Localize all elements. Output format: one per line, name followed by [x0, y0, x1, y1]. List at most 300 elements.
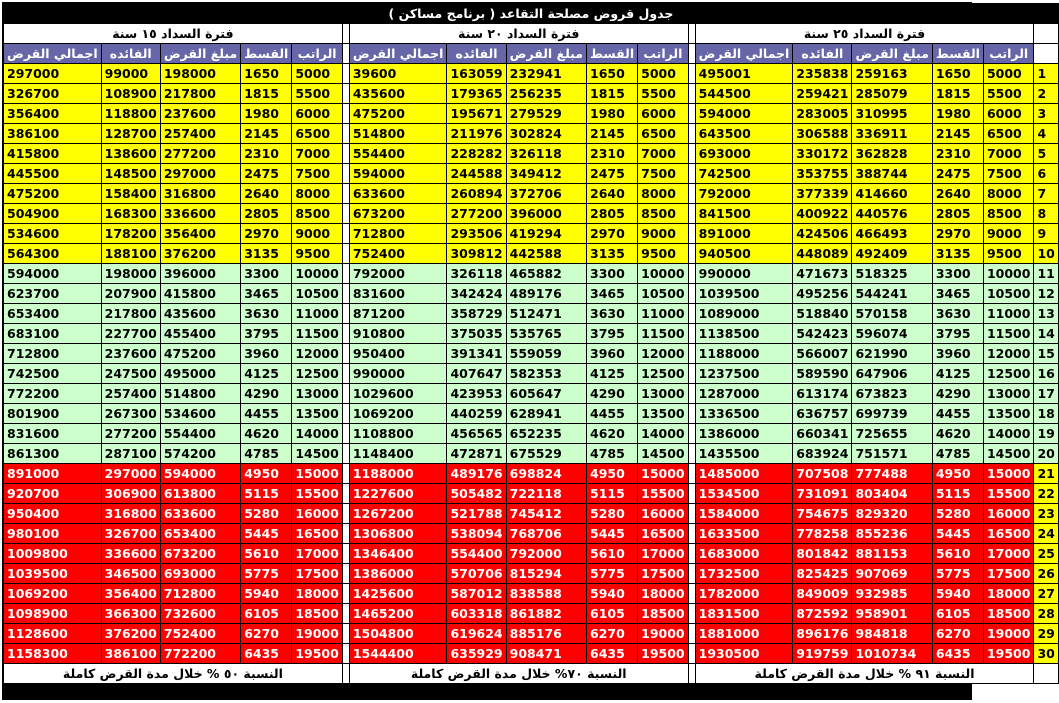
table-cell: 8000	[983, 184, 1034, 204]
table-cell: 11000	[638, 304, 689, 324]
table-cell: 256235	[506, 84, 586, 104]
table-cell: 16500	[638, 524, 689, 544]
column-gap	[688, 524, 695, 544]
column-gap	[342, 504, 349, 524]
column-header: اجمالي القرض	[4, 44, 102, 64]
column-gap	[688, 644, 695, 664]
table-cell: 326118	[506, 144, 586, 164]
table-cell: 6500	[983, 124, 1034, 144]
table-cell: 11500	[638, 324, 689, 344]
table-cell: 505482	[447, 484, 506, 504]
column-gap	[342, 544, 349, 564]
table-cell: 235838	[793, 64, 852, 84]
table-cell: 1930500	[695, 644, 793, 664]
table-cell: 423953	[447, 384, 506, 404]
table-cell: 342424	[447, 284, 506, 304]
column-header: الراتب	[292, 44, 343, 64]
table-cell: 683100	[4, 324, 102, 344]
table-cell: 1534500	[695, 484, 793, 504]
column-gap	[342, 124, 349, 144]
table-cell: 815294	[506, 564, 586, 584]
table-cell: 1336500	[695, 404, 793, 424]
table-row	[4, 564, 1059, 584]
table-cell: 1386000	[349, 564, 447, 584]
table-cell: 940500	[695, 244, 793, 264]
row-number: 11	[1034, 264, 1058, 284]
table-cell: 698824	[506, 464, 586, 484]
table-cell: 1782000	[695, 584, 793, 604]
table-cell: 3630	[587, 304, 638, 324]
table-cell: 330172	[793, 144, 852, 164]
table-cell: 907069	[852, 564, 932, 584]
table-cell: 12500	[983, 364, 1034, 384]
table-cell: 415800	[4, 144, 102, 164]
table-cell: 14500	[292, 444, 343, 464]
table-cell: 3465	[932, 284, 983, 304]
table-cell: 13500	[983, 404, 1034, 424]
table-cell: 19500	[983, 644, 1034, 664]
table-row	[4, 624, 1059, 644]
table-cell: 16000	[638, 504, 689, 524]
table-cell: 521788	[447, 504, 506, 524]
table-cell: 825425	[793, 564, 852, 584]
row-number: 2	[1034, 84, 1058, 104]
table-cell: 984818	[852, 624, 932, 644]
row-number: 20	[1034, 444, 1058, 464]
column-gap	[688, 624, 695, 644]
row-number: 1	[1034, 64, 1058, 84]
table-cell: 257400	[101, 384, 160, 404]
table-cell: 4950	[587, 464, 638, 484]
table-cell: 1980	[587, 104, 638, 124]
table-row	[4, 84, 1059, 104]
table-cell: 297000	[160, 164, 240, 184]
table-cell: 1188000	[695, 344, 793, 364]
table-cell: 582353	[506, 364, 586, 384]
table-cell: 803404	[852, 484, 932, 504]
column-gap	[342, 604, 349, 624]
table-cell: 386100	[4, 124, 102, 144]
table-cell: 1485000	[695, 464, 793, 484]
table-cell: 4290	[932, 384, 983, 404]
period-title: فترة السداد ١٥ سنة	[4, 24, 343, 44]
table-cell: 377339	[793, 184, 852, 204]
table-cell: 316800	[101, 504, 160, 524]
column-gap	[342, 304, 349, 324]
column-gap	[688, 304, 695, 324]
table-cell: 306588	[793, 124, 852, 144]
table-cell: 554400	[349, 144, 447, 164]
table-cell: 19500	[292, 644, 343, 664]
table-cell: 2805	[241, 204, 292, 224]
table-cell: 11500	[292, 324, 343, 344]
column-gap	[688, 184, 695, 204]
row-number: 5	[1034, 144, 1058, 164]
table-cell: 722118	[506, 484, 586, 504]
table-cell: 310995	[852, 104, 932, 124]
table-cell: 12500	[638, 364, 689, 384]
table-cell: 3960	[932, 344, 983, 364]
table-cell: 1029600	[349, 384, 447, 404]
table-cell: 17000	[638, 544, 689, 564]
table-cell: 277200	[160, 144, 240, 164]
table-cell: 19000	[292, 624, 343, 644]
table-cell: 415800	[160, 284, 240, 304]
table-cell: 1267200	[349, 504, 447, 524]
table-cell: 792000	[695, 184, 793, 204]
table-cell: 5445	[587, 524, 638, 544]
table-cell: 7500	[638, 164, 689, 184]
table-row	[4, 464, 1059, 484]
table-cell: 10000	[638, 264, 689, 284]
table-cell: 495001	[695, 64, 793, 84]
table-cell: 1815	[932, 84, 983, 104]
table-cell: 871200	[349, 304, 447, 324]
column-gap	[688, 584, 695, 604]
table-cell: 6435	[932, 644, 983, 664]
table-row	[4, 364, 1059, 384]
table-cell: 442588	[506, 244, 586, 264]
table-cell: 8500	[983, 204, 1034, 224]
table-cell: 841500	[695, 204, 793, 224]
table-cell: 725655	[852, 424, 932, 444]
table-cell: 198000	[160, 64, 240, 84]
table-row	[4, 184, 1059, 204]
table-cell: 6105	[587, 604, 638, 624]
table-cell: 643500	[695, 124, 793, 144]
row-number: 3	[1034, 104, 1058, 124]
table-cell: 17000	[292, 544, 343, 564]
table-cell: 4125	[241, 364, 292, 384]
table-cell: 39600	[349, 64, 447, 84]
row-number: 29	[1034, 624, 1058, 644]
table-cell: 4290	[587, 384, 638, 404]
column-gap	[342, 484, 349, 504]
row-number: 30	[1034, 644, 1058, 664]
column-gap	[1034, 664, 1058, 684]
table-cell: 1584000	[695, 504, 793, 524]
table-cell: 605647	[506, 384, 586, 404]
column-gap	[342, 104, 349, 124]
table-cell: 18000	[983, 584, 1034, 604]
table-cell: 358729	[447, 304, 506, 324]
table-cell: 2970	[932, 224, 983, 244]
table-cell: 2475	[932, 164, 983, 184]
table-cell: 391341	[447, 344, 506, 364]
table-cell: 356400	[101, 584, 160, 604]
table-cell: 6270	[241, 624, 292, 644]
column-header: مبلغ القرض	[852, 44, 932, 64]
table-cell: 414660	[852, 184, 932, 204]
table-cell: 346500	[101, 564, 160, 584]
column-gap	[688, 504, 695, 524]
table-cell: 362828	[852, 144, 932, 164]
row-number: 22	[1034, 484, 1058, 504]
column-gap	[688, 104, 695, 124]
table-row	[4, 444, 1059, 464]
column-gap	[688, 24, 695, 44]
table-cell: 5610	[932, 544, 983, 564]
table-cell: 768706	[506, 524, 586, 544]
table-cell: 407647	[447, 364, 506, 384]
table-cell: 424506	[793, 224, 852, 244]
table-cell: 5280	[241, 504, 292, 524]
table-cell: 2970	[587, 224, 638, 244]
table-cell: 544241	[852, 284, 932, 304]
table-cell: 18500	[983, 604, 1034, 624]
column-gap	[688, 324, 695, 344]
column-gap	[342, 264, 349, 284]
table-cell: 16000	[983, 504, 1034, 524]
table-cell: 613174	[793, 384, 852, 404]
loan-schedule-table	[3, 3, 1059, 684]
table-cell: 829320	[852, 504, 932, 524]
table-cell: 15500	[292, 484, 343, 504]
row-number: 8	[1034, 204, 1058, 224]
table-cell: 6500	[638, 124, 689, 144]
table-cell: 15500	[638, 484, 689, 504]
table-cell: 2640	[587, 184, 638, 204]
column-header: القسط	[587, 44, 638, 64]
period-title: فترة السداد ٢٠ سنة	[349, 24, 688, 44]
table-cell: 118800	[101, 104, 160, 124]
table-cell: 277200	[101, 424, 160, 444]
table-cell: 435600	[349, 84, 447, 104]
table-cell: 168300	[101, 204, 160, 224]
table-cell: 440259	[447, 404, 506, 424]
table-cell: 831600	[349, 284, 447, 304]
column-header: الراتب	[638, 44, 689, 64]
column-gap	[688, 264, 695, 284]
column-gap	[342, 464, 349, 484]
table-cell: 17500	[638, 564, 689, 584]
table-cell: 1188000	[349, 464, 447, 484]
table-cell: 2310	[241, 144, 292, 164]
table-cell: 5610	[587, 544, 638, 564]
table-cell: 754675	[793, 504, 852, 524]
table-cell: 211976	[447, 124, 506, 144]
row-number: 25	[1034, 544, 1058, 564]
table-cell: 244588	[447, 164, 506, 184]
table-cell: 1831500	[695, 604, 793, 624]
table-cell: 621990	[852, 344, 932, 364]
table-cell: 990000	[349, 364, 447, 384]
column-gap	[342, 24, 349, 44]
table-cell: 489176	[506, 284, 586, 304]
row-number: 4	[1034, 124, 1058, 144]
table-cell: 3135	[587, 244, 638, 264]
table-cell: 896176	[793, 624, 852, 644]
table-row	[4, 304, 1059, 324]
table-cell: 285079	[852, 84, 932, 104]
column-gap	[342, 284, 349, 304]
table-cell: 5280	[587, 504, 638, 524]
column-gap	[688, 44, 695, 64]
table-cell: 179365	[447, 84, 506, 104]
table-cell: 5500	[983, 84, 1034, 104]
table-row	[4, 544, 1059, 564]
column-gap	[688, 204, 695, 224]
table-row	[4, 384, 1059, 404]
table-cell: 619624	[447, 624, 506, 644]
table-cell: 9500	[292, 244, 343, 264]
table-cell: 3300	[241, 264, 292, 284]
table-cell: 3135	[932, 244, 983, 264]
row-number: 6	[1034, 164, 1058, 184]
row-number: 23	[1034, 504, 1058, 524]
table-cell: 881153	[852, 544, 932, 564]
table-cell: 3960	[587, 344, 638, 364]
table-cell: 778258	[793, 524, 852, 544]
table-cell: 910800	[349, 324, 447, 344]
column-gap	[688, 284, 695, 304]
table-cell: 309812	[447, 244, 506, 264]
table-cell: 594000	[695, 104, 793, 124]
table-cell: 466493	[852, 224, 932, 244]
table-cell: 603318	[447, 604, 506, 624]
table-row	[4, 144, 1059, 164]
table-cell: 18000	[638, 584, 689, 604]
table-cell: 5610	[241, 544, 292, 564]
table-row	[4, 224, 1059, 244]
table-cell: 504900	[4, 204, 102, 224]
table-cell: 19000	[983, 624, 1034, 644]
table-cell: 8500	[292, 204, 343, 224]
table-cell: 10500	[638, 284, 689, 304]
row-number: 12	[1034, 284, 1058, 304]
table-cell: 16500	[983, 524, 1034, 544]
table-cell: 5775	[587, 564, 638, 584]
table-cell: 6270	[932, 624, 983, 644]
table-cell: 376200	[101, 624, 160, 644]
table-row	[4, 484, 1059, 504]
table-cell: 148500	[101, 164, 160, 184]
column-gap	[688, 364, 695, 384]
table-cell: 792000	[349, 264, 447, 284]
column-gap	[1034, 44, 1058, 64]
table-cell: 801900	[4, 404, 102, 424]
table-cell: 1346400	[349, 544, 447, 564]
table-cell: 594000	[160, 464, 240, 484]
table-cell: 628941	[506, 404, 586, 424]
period-title: فترة السداد ٢٥ سنة	[695, 24, 1034, 44]
table-cell: 4785	[241, 444, 292, 464]
column-gap	[342, 64, 349, 84]
column-header: الفائده	[101, 44, 160, 64]
column-gap	[688, 404, 695, 424]
table-cell: 1683000	[695, 544, 793, 564]
table-cell: 14000	[292, 424, 343, 444]
table-cell: 4950	[932, 464, 983, 484]
table-cell: 4785	[587, 444, 638, 464]
table-cell: 13500	[638, 404, 689, 424]
table-cell: 16000	[292, 504, 343, 524]
column-header: القسط	[932, 44, 983, 64]
table-row	[4, 404, 1059, 424]
table-cell: 4950	[241, 464, 292, 484]
table-cell: 138600	[101, 144, 160, 164]
table-cell: 2640	[932, 184, 983, 204]
table-cell: 4620	[587, 424, 638, 444]
table-cell: 17000	[983, 544, 1034, 564]
table-cell: 712800	[160, 584, 240, 604]
table-cell: 18500	[638, 604, 689, 624]
table-cell: 440576	[852, 204, 932, 224]
table-cell: 475200	[349, 104, 447, 124]
table-cell: 5115	[587, 484, 638, 504]
column-gap	[688, 424, 695, 444]
column-gap	[342, 244, 349, 264]
table-cell: 2145	[932, 124, 983, 144]
table-cell: 366300	[101, 604, 160, 624]
table-cell: 6435	[241, 644, 292, 664]
table-cell: 1237500	[695, 364, 793, 384]
table-cell: 99000	[101, 64, 160, 84]
table-cell: 4620	[932, 424, 983, 444]
table-cell: 1089000	[695, 304, 793, 324]
table-cell: 4125	[587, 364, 638, 384]
table-cell: 633600	[349, 184, 447, 204]
table-cell: 178200	[101, 224, 160, 244]
table-cell: 287100	[101, 444, 160, 464]
column-gap	[342, 444, 349, 464]
table-cell: 3465	[241, 284, 292, 304]
column-gap	[688, 64, 695, 84]
row-number: 28	[1034, 604, 1058, 624]
table-cell: 293506	[447, 224, 506, 244]
table-cell: 207900	[101, 284, 160, 304]
table-cell: 5115	[241, 484, 292, 504]
table-cell: 6435	[587, 644, 638, 664]
column-header: القسط	[241, 44, 292, 64]
table-cell: 742500	[695, 164, 793, 184]
table-cell: 1098900	[4, 604, 102, 624]
table-cell: 297000	[4, 64, 102, 84]
table-cell: 260894	[447, 184, 506, 204]
table-cell: 9000	[983, 224, 1034, 244]
table-cell: 3630	[932, 304, 983, 324]
table-cell: 5940	[932, 584, 983, 604]
table-cell: 574200	[160, 444, 240, 464]
table-cell: 1504800	[349, 624, 447, 644]
table-row	[4, 324, 1059, 344]
table-cell: 2145	[241, 124, 292, 144]
table-cell: 336911	[852, 124, 932, 144]
table-cell: 544500	[695, 84, 793, 104]
column-header: مبلغ القرض	[506, 44, 586, 64]
table-cell: 259421	[793, 84, 852, 104]
table-cell: 306900	[101, 484, 160, 504]
table-cell: 1386000	[695, 424, 793, 444]
table-cell: 891000	[695, 224, 793, 244]
table-cell: 660341	[793, 424, 852, 444]
column-gap	[342, 184, 349, 204]
table-cell: 1815	[587, 84, 638, 104]
table-cell: 267300	[101, 404, 160, 424]
row-number: 13	[1034, 304, 1058, 324]
table-cell: 990000	[695, 264, 793, 284]
table-cell: 1128600	[4, 624, 102, 644]
row-number: 18	[1034, 404, 1058, 424]
table-cell: 302824	[506, 124, 586, 144]
table-cell: 3960	[241, 344, 292, 364]
table-cell: 512471	[506, 304, 586, 324]
table-row	[4, 644, 1059, 664]
column-gap	[342, 344, 349, 364]
table-cell: 386100	[101, 644, 160, 664]
table-cell: 2145	[587, 124, 638, 144]
table-cell: 570158	[852, 304, 932, 324]
